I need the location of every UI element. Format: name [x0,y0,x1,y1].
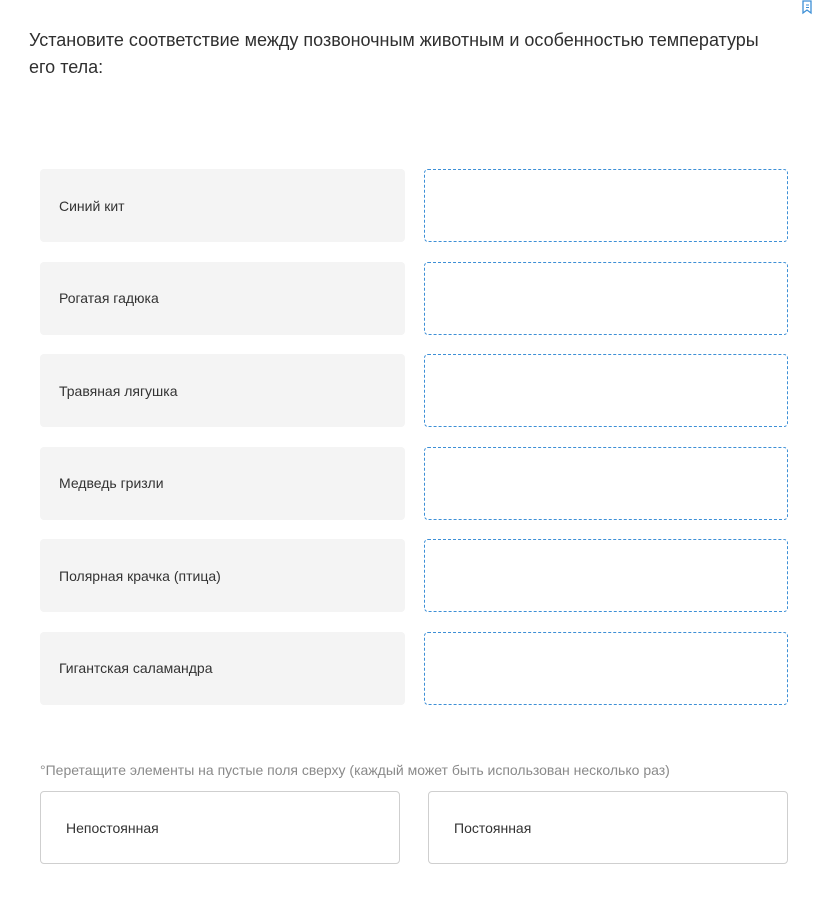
animal-cell: Полярная крачка (птица) [40,539,405,612]
drag-hint: °Перетащите элементы на пустые поля сверху (каждый может быть использован несколько раз) [40,762,670,778]
match-row [40,447,788,520]
drop-zone[interactable] [424,169,788,242]
drop-zone[interactable] [424,447,788,520]
animal-cell: Гигантская саламандра [40,632,405,705]
drop-zone[interactable] [424,539,788,612]
draggable-option-constant[interactable]: Постоянная [428,791,788,864]
drop-zone[interactable] [424,262,788,335]
question-text: Установите соответствие между позвоночным животным и особенностью температуры его тела: [29,30,759,77]
draggable-option-variable[interactable]: Непостоянная [40,791,400,864]
match-row [40,262,788,335]
matching-rows [40,169,788,705]
match-row [40,169,788,242]
animal-cell: Синий кит [40,169,405,242]
bookmark-icon[interactable] [800,0,814,16]
animal-cell: Рогатая гадюка [40,262,405,335]
drop-zone[interactable] [424,632,788,705]
animal-cell: Медведь гризли [40,447,405,520]
drop-zone[interactable] [424,354,788,427]
match-row [40,354,788,427]
animal-cell: Травяная лягушка [40,354,405,427]
answer-options [40,791,788,864]
match-row [40,632,788,705]
match-row [40,539,788,612]
